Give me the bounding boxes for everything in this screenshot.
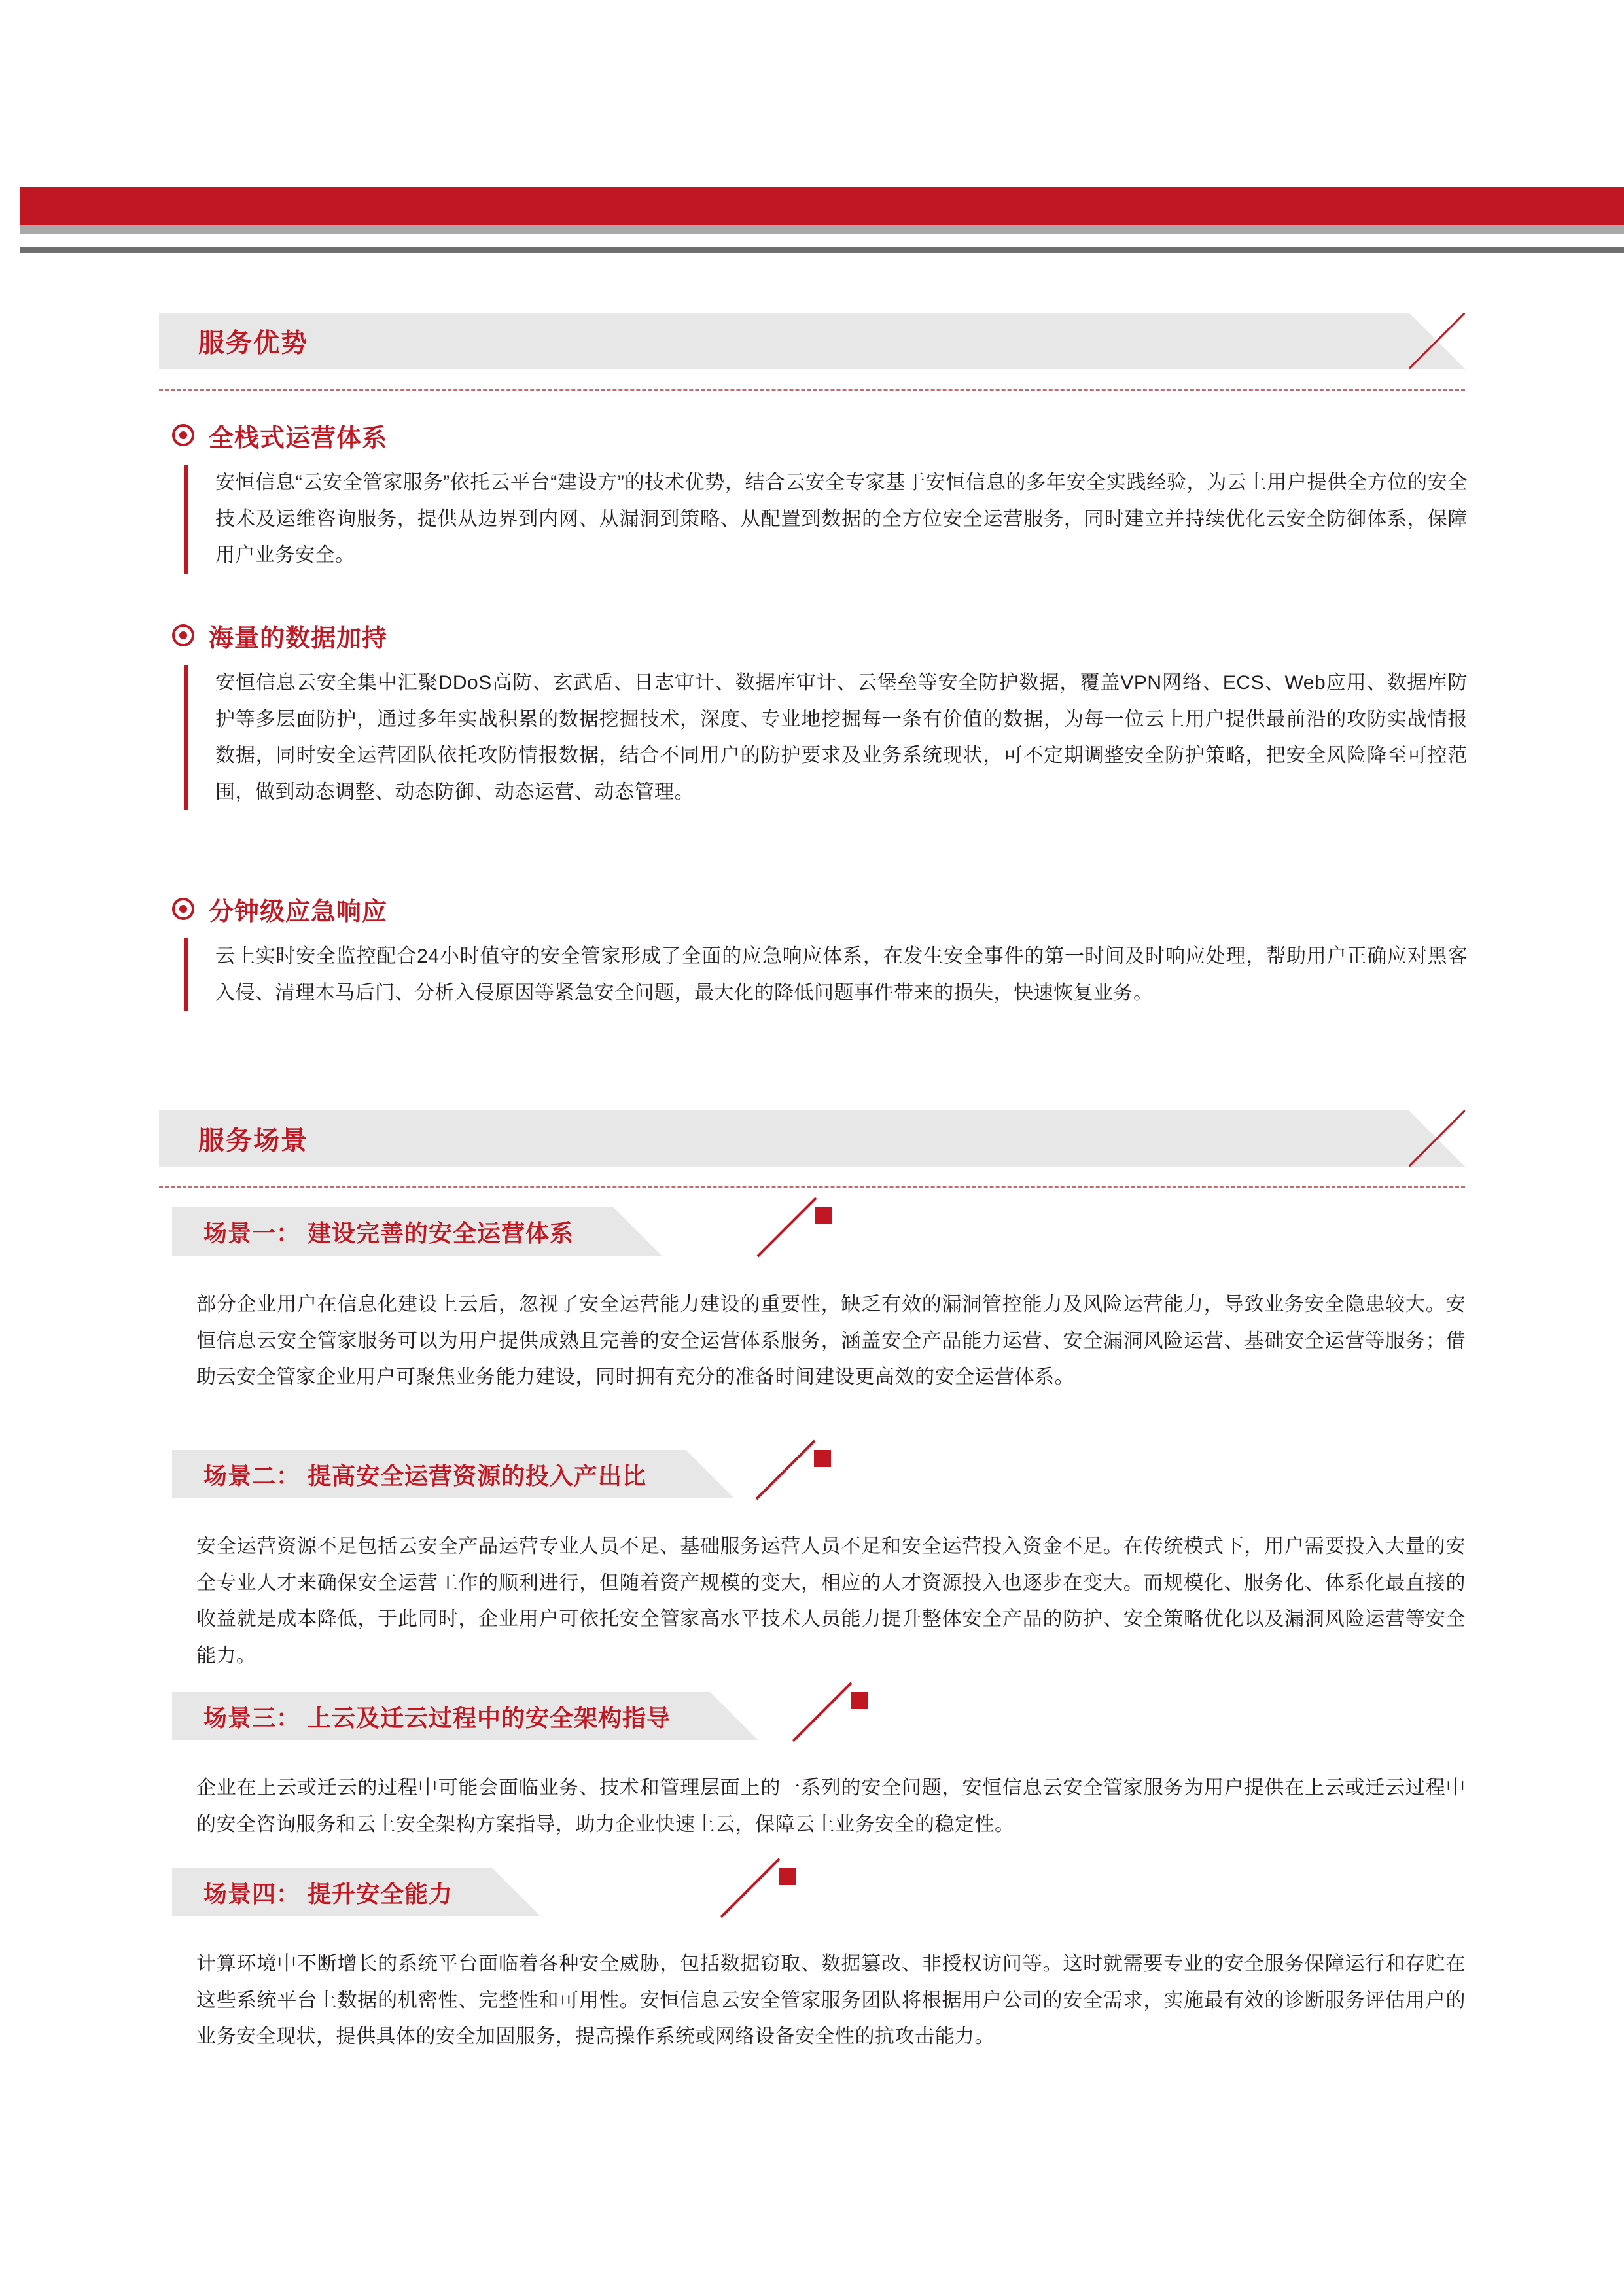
advantage-heading [172, 891, 1468, 927]
section-dashed-rule [159, 1186, 1465, 1188]
scenario-diagonal-line [792, 1682, 853, 1742]
advantage-item [172, 891, 1468, 1011]
advantage-item [172, 417, 1468, 574]
scenario-corner-marker [814, 1450, 831, 1467]
section-dashed-rule [159, 389, 1465, 391]
section-title: 服务场景 [198, 1126, 308, 1156]
advantage-title: 全栈式运营体系 [209, 424, 388, 452]
advantage-item [172, 618, 1468, 810]
scenario-corner-marker [779, 1868, 796, 1885]
scenario-tag [172, 1868, 540, 1916]
scenario-diagonal-line [756, 1439, 816, 1500]
scenario-title: 场景二： 提高安全运营资源的投入产出比 [203, 1462, 647, 1489]
ring-bullet-icon [172, 424, 194, 446]
ring-bullet-icon [172, 624, 194, 646]
scenario-title: 场景四： 提升安全能力 [203, 1880, 453, 1907]
advantage-heading [172, 618, 1468, 653]
scenario-tag [172, 1207, 662, 1256]
band-notch-line-icon [1409, 313, 1465, 369]
scenario-diagonal-line [720, 1858, 781, 1918]
scenario-body: 计算环境中不断增长的系统平台面临着各种安全威胁，包括数据窃取、数据篡改、非授权访问等。这时就需要专业的安全服务保障运行和存贮在这些系统平台上数据的机密性、完整性和可用性。安恒信息云安全管家服务团队将根据用户公司的安全需求，实施最有效的诊断服务评估用户的业务安全现状，提供具体的安全加固服务，提高操作系统或网络设备安全性的抗攻击能力。 [196, 1953, 1466, 2047]
scenario-diagonal-line [757, 1197, 817, 1257]
advantage-title: 分钟级应急响应 [209, 898, 388, 926]
advantage-body: 云上实时安全监控配合24小时值守的安全管家形成了全面的应急响应体系，在发生安全事件的第一时间及时响应处理，帮助用户正确应对黑客入侵、清理木马后门、分析入侵原因等紧急安全问题，最大化的降低问题事件带来的损失，快速恢复业务。 [184, 938, 1468, 1011]
advantage-title: 海量的数据加持 [209, 624, 388, 652]
scenario-tag [172, 1450, 734, 1498]
advantage-body: 安恒信息云安全集中汇聚DDoS高防、玄武盾、日志审计、数据库审计、云堡垒等安全防护数据，覆盖VPN网络、ECS、Web应用、数据库防护等多层面防护，通过多年实战积累的数据挖掘技术，深度、专业地挖掘每一条有价值的数据，为每一位云上用户提供最前沿的攻防实战情报数据，同时安全运营团队依托攻防情报数据，结合不同用户的防护要求及业务系统现状，可不定期调整安全防护策略，把安全风险降至可控范围，做到动态调整、动态防御、动态运营、动态管理。 [184, 665, 1468, 810]
band-notch-line-icon [1409, 1110, 1465, 1167]
scenario-corner-marker [851, 1692, 868, 1709]
scenario-corner-marker [815, 1207, 832, 1224]
scenario-tag-slant [613, 1207, 662, 1256]
scenario-tag-slant [492, 1868, 540, 1916]
section-title: 服务优势 [198, 328, 308, 358]
scenario-body: 部分企业用户在信息化建设上云后，忽视了安全运营能力建设的重要性，缺乏有效的漏洞管控能力及风险运营能力，导致业务安全隐患较大。安恒信息云安全管家服务可以为用户提供成熟且完善的安全运营体系服务，涵盖安全产品能力运营、安全漏洞风险运营、基础安全运营等服务；借助云安全管家企业用户可聚焦业务能力建设，同时拥有充分的准备时间建设更高效的安全运营体系。 [196, 1294, 1466, 1388]
section-header-service-scenarios [159, 1110, 1465, 1167]
advantage-heading [172, 417, 1468, 453]
scenario-title: 场景一： 建设完善的安全运营体系 [203, 1219, 574, 1246]
section-header-service-advantages [159, 313, 1465, 369]
ring-bullet-icon [172, 898, 194, 920]
scenario-body: 安全运营资源不足包括云安全产品运营专业人员不足、基础服务运营人员不足和安全运营投入资金不足。在传统模式下，用户需要投入大量的安全专业人才来确保安全运营工作的顺利进行，但随着资产规模的变大，相应的人才资源投入也逐步在变大。而规模化、服务化、体系化最直接的收益就是成本降低，于此同时，企业用户可依托安全管家高水平技术人员能力提升整体安全产品的防护、安全策略优化以及漏洞风险运营等安全能力。 [196, 1536, 1466, 1667]
scenario-body: 企业在上云或迁云的过程中可能会面临业务、技术和管理层面上的一系列的安全问题，安恒信息云安全管家服务为用户提供在上云或迁云过程中的安全咨询服务和云上安全架构方案指导，助力企业快速上云，保障云上业务安全的稳定性。 [196, 1777, 1466, 1835]
scenario-title: 场景三： 上云及迁云过程中的安全架构指导 [203, 1704, 671, 1731]
scenario-tag [172, 1692, 758, 1740]
advantage-body: 安恒信息“云安全管家服务”依托云平台“建设方”的技术优势，结合云安全专家基于安恒信息的多年安全实践经验，为云上用户提供全方位的安全技术及运维咨询服务，提供从边界到内网、从漏洞到策略、从配置到数据的全方位安全运营服务，同时建立并持续优化云安全防御体系，保障用户业务安全。 [184, 465, 1468, 574]
scenario-tag-slant [686, 1450, 734, 1498]
scenario-tag-slant [710, 1692, 758, 1740]
